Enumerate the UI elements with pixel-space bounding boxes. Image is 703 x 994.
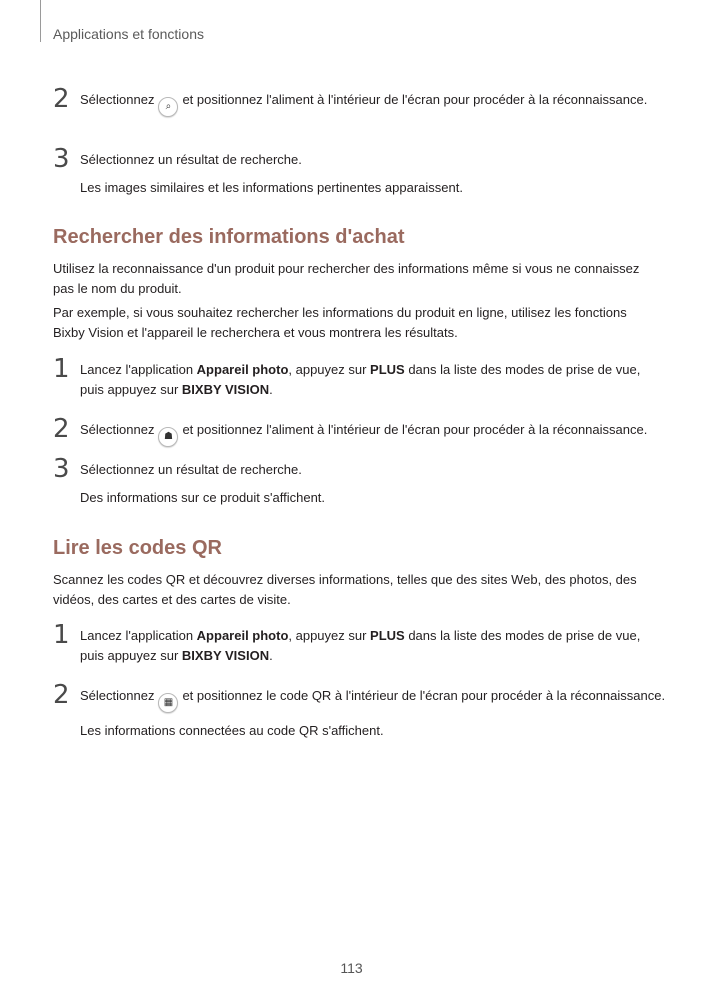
paragraph: Utilisez la reconnaissance d'un produit pour rechercher des informations même si vous ne connaissez pas le nom du produit.: [53, 261, 640, 296]
step-number: 1: [53, 620, 70, 650]
header-rule: [40, 0, 41, 42]
step-number: 3: [53, 454, 70, 484]
section-heading-shopping: Rechercher des informations d'achat: [53, 226, 405, 248]
step-number: 2: [53, 84, 70, 114]
page-number: 113: [340, 960, 363, 976]
qr-code-icon: ▦: [158, 693, 178, 713]
header-title: Applications et fonctions: [53, 26, 204, 42]
shopping-cart-icon: ☗: [158, 427, 178, 447]
paragraph: Scannez les codes QR et découvrez diverses informations, telles que des sites Web, des photos, des vidéos, des cartes et des cartes de visite.: [53, 572, 637, 607]
paragraph: Par exemple, si vous souhaitez rechercher les informations du produit en ligne, utilisez les fonctions Bixby Vision et l'appareil le recherchera et vous montrera les résultats.: [53, 305, 627, 340]
step-3-search: 3 Sélectionnez un résultat de recherche. Les images similaires et les informations pertinentes apparaissent.: [53, 144, 463, 195]
search-icon: ⌕: [158, 97, 178, 117]
step-2-search: 2 Sélectionnez ⌕ et positionnez l'aliment à l'intérieur de l'écran pour procéder à la réconnaissance.: [53, 90, 653, 117]
step-2-qr: 2 Sélectionnez ▦ et positionnez le code QR à l'intérieur de l'écran pour procéder à la réconnaissance. Les informations connectées au code QR s'affichent.: [53, 680, 666, 738]
step-2-shopping: 2 Sélectionnez ☗ et positionnez l'aliment à l'intérieur de l'écran pour procéder à la réconnaissance.: [53, 420, 653, 447]
step-number: 2: [53, 680, 70, 710]
step-1-shopping: 1 Lancez l'application Appareil photo, appuyez sur PLUS dans la liste des modes de prise de vue, puis appuyez sur BIXBY VISION.: [53, 354, 641, 397]
step-number: 2: [53, 414, 70, 444]
step-number: 1: [53, 354, 70, 384]
section-heading-qr: Lire les codes QR: [53, 537, 222, 559]
step-number: 3: [53, 144, 70, 174]
step-3-shopping: 3 Sélectionnez un résultat de recherche. Des informations sur ce produit s'affichent.: [53, 454, 326, 505]
step-1-qr: 1 Lancez l'application Appareil photo, appuyez sur PLUS dans la liste des modes de prise de vue, puis appuyez sur BIXBY VISION.: [53, 620, 641, 663]
